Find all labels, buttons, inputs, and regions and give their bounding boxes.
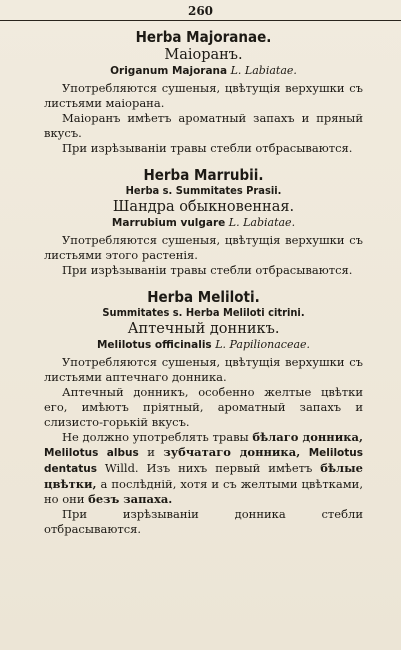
latin-name <box>44 216 363 230</box>
russian-name: Маіоранъ. <box>164 47 243 63</box>
section-subtitle: Herba s. Summitates Prasii. <box>125 184 282 197</box>
latin-genus: Origanum Majorana <box>110 65 228 77</box>
paragraph: Употребляются сушеныя, цвѣтущія верхушки съ листьями этого растенія. <box>44 233 363 262</box>
page-number: 260 <box>187 4 214 18</box>
section-herba-marrubii <box>44 166 363 278</box>
latin-author: L. Labiatae. <box>228 216 296 229</box>
paragraph: При изрѣзываніи травы стебли отбрасываются. <box>62 141 353 155</box>
latin-name <box>44 338 363 352</box>
bold-term: бѣлые цвѣтки, <box>44 461 363 491</box>
paragraph: Аптечный донникъ, особенно желтые цвѣтки его, имѣютъ пріятный, ароматный запахъ и слизисто-горькій вкусъ. <box>44 385 363 429</box>
bold-term: зубчатаго донника, <box>163 445 301 459</box>
paragraph: Не должно употреблять травы бѣлаго донника, Melilotus albus и зубчатаго донника, Melilotus dentatus Willd. Изъ нихъ первый имѣетъ бѣлые цвѣтки, а послѣдній, хотя и съ желтыми цвѣтками, но они безъ запаха. <box>44 430 364 506</box>
paragraph: Употребляются сушеныя, цвѣтущія верхушки съ листьями маіорана. <box>44 81 363 110</box>
paragraph: При изрѣзываніи травы стебли отбрасываются. <box>62 263 353 277</box>
section-subtitle: Summitates s. Herba Meliloti citrini. <box>102 306 305 319</box>
russian-name: Шандра обыкновенная. <box>112 199 295 215</box>
bold-term: Melilotus albus <box>44 447 139 459</box>
paragraph: Маіоранъ имѣетъ ароматный запахъ и пряный вкусъ. <box>44 111 363 140</box>
bold-term: бѣлаго донника, <box>252 430 363 444</box>
latin-author: L. Papilionaceae. <box>215 338 311 351</box>
paragraph: Употребляются сушеныя, цвѣтущія верхушки съ листьями аптечнаго донника. <box>44 355 363 384</box>
russian-name: Аптечный донникъ. <box>127 321 280 337</box>
section-title: Herba Meliloti. <box>147 288 260 306</box>
section-herba-majoranae <box>44 28 363 156</box>
bold-term: Melilotus dentatus <box>44 447 364 475</box>
paragraph: При изрѣзываніи донника стебли отбрасываются. <box>44 507 363 536</box>
latin-author: L. Labiatae. <box>230 64 297 77</box>
page-content <box>44 28 363 537</box>
latin-genus: Marrubium vulgare <box>111 217 226 229</box>
latin-name <box>44 64 363 78</box>
section-title: Herba Marrubii. <box>143 166 264 184</box>
latin-genus: Melilotus officinalis <box>96 339 212 351</box>
bold-term: безъ запаха. <box>88 492 173 506</box>
section-title: Herba Majoranae. <box>135 28 272 46</box>
section-herba-meliloti <box>44 288 363 537</box>
header-rule <box>0 20 401 21</box>
